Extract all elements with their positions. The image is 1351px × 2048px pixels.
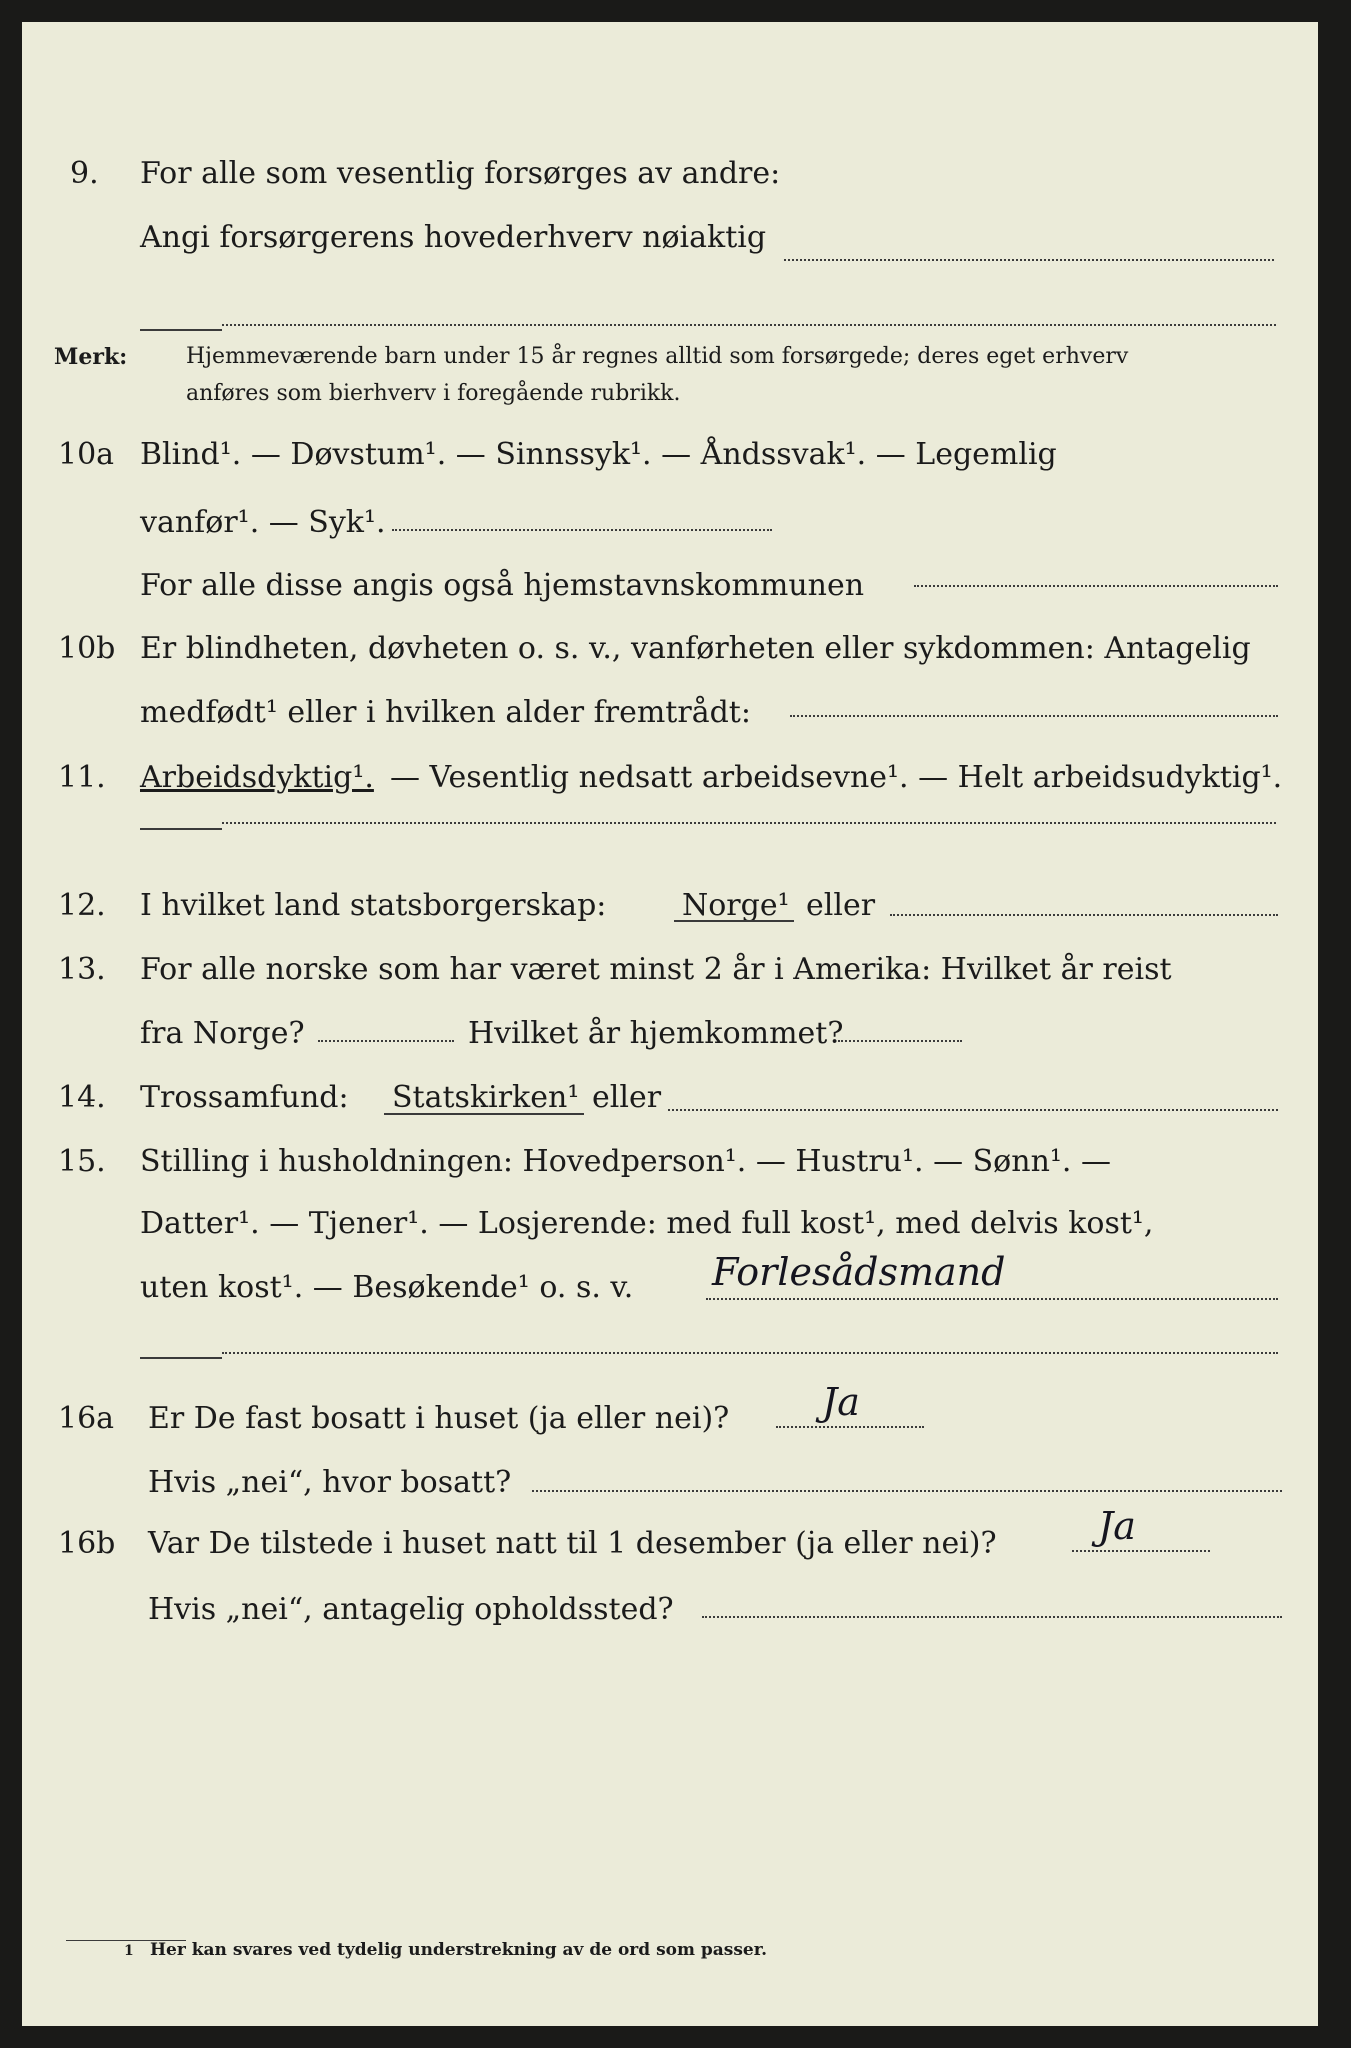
q16a-line1: Er De fast bosatt i huset (ja eller nei)? (148, 1401, 730, 1436)
q13-line2a: fra Norge? (140, 1016, 305, 1051)
q13-hjemkommet-line (838, 1040, 962, 1042)
q12-number: 12. (58, 888, 106, 923)
q16a-handwritten-answer: Ja (822, 1380, 860, 1424)
q14-after: eller (592, 1080, 662, 1115)
q10a-line2: vanfør¹. — Syk¹. (140, 505, 386, 540)
q15-line3: uten kost¹. — Besøkende¹ o. s. v. (140, 1270, 634, 1305)
q15-answer-line (706, 1298, 1278, 1300)
footnote-mark: 1 (124, 1943, 134, 1959)
q10a-line1: Blind¹. — Døvstum¹. — Sinnssyk¹. — Åndssvak¹. — Legemlig (140, 437, 1057, 472)
q16a-line2: Hvis „nei“, hvor bosatt? (148, 1465, 512, 1500)
q16b-number: 16b (58, 1526, 116, 1561)
q11-option-arbeidsdyktig: Arbeidsdyktig¹. (140, 760, 374, 795)
q16b-line2: Hvis „nei“, antagelig opholdssted? (148, 1592, 674, 1627)
footnote-text: Her kan svares ved tydelig understrekning av de ord som passer. (150, 1940, 768, 1960)
note-label: Merk: (54, 344, 128, 370)
q13-line2b: Hvilket år hjemkommet? (468, 1016, 844, 1051)
q11-blank-line-b (222, 822, 1276, 824)
q16b-handwritten-answer: Ja (1098, 1504, 1136, 1548)
q12-norge-underline (674, 920, 794, 922)
q10a-line3: For alle disse angis også hjemstavnskommunen (140, 568, 865, 603)
q16a-bosatt-line (532, 1490, 1282, 1492)
q9-answer-line (784, 259, 1274, 261)
q15-line1: Stilling i husholdningen: Hovedperson¹. — Hustru¹. — Sønn¹. — (140, 1144, 1111, 1179)
q14-option-statskirken: Statskirken¹ (392, 1080, 580, 1115)
q9-line1: For alle som vesentlig forsørges av andre: (140, 156, 781, 191)
q14-text: Trossamfund: (140, 1080, 349, 1115)
q10a-kommune-line (914, 585, 1278, 587)
q16a-number: 16a (58, 1401, 115, 1436)
q15-handwritten-answer: Forlesådsmand (712, 1250, 1006, 1294)
q11-rest: — Vesentlig nedsatt arbeidsevne¹. — Helt arbeidsudyktig¹. (390, 760, 1283, 795)
q12-text: I hvilket land statsborgerskap: (140, 888, 607, 923)
q10b-line1: Er blindheten, døvheten o. s. v., vanførheten eller sykdommen: Antagelig (140, 631, 1251, 666)
q16b-answer-line (1072, 1550, 1210, 1552)
q10b-answer-line (790, 715, 1278, 717)
q11-number: 11. (58, 760, 106, 795)
q14-answer-line (668, 1109, 1278, 1111)
q15-blank-line-b (222, 1352, 1278, 1354)
q12-option-norge: Norge¹ (682, 888, 790, 923)
q15-line2: Datter¹. — Tjener¹. — Losjerende: med full kost¹, med delvis kost¹, (140, 1206, 1154, 1241)
q10b-number: 10b (58, 631, 116, 666)
note-line2: anføres som bierhverv i foregående rubrikk. (186, 381, 681, 406)
q16b-line1: Var De tilstede i huset natt til 1 desember (ja eller nei)? (148, 1526, 997, 1561)
q13-reist-line (318, 1040, 454, 1042)
q10a-sick-line (392, 529, 772, 531)
q15-blank-line-a (140, 1357, 222, 1359)
q12-answer-line (890, 914, 1278, 916)
q9-line2: Angi forsørgerens hovederhverv nøiaktig (140, 220, 767, 255)
q9-blank-line-b (222, 324, 1276, 326)
q12-after: eller (806, 888, 876, 923)
q10a-number: 10a (58, 437, 115, 472)
q13-line1: For alle norske som har været minst 2 år i Amerika: Hvilket år reist (140, 952, 1172, 987)
q11-blank-line-a (140, 828, 222, 830)
q13-number: 13. (58, 952, 106, 987)
q16b-opholdssted-line (702, 1616, 1282, 1618)
note-line1: Hjemmeværende barn under 15 år regnes alltid som forsørgede; deres eget erhverv (186, 344, 1129, 369)
q14-number: 14. (58, 1080, 106, 1115)
q9-number: 9. (70, 156, 99, 191)
q14-statskirken-underline (384, 1113, 584, 1115)
q10b-line2: medfødt¹ eller i hvilken alder fremtrådt: (140, 695, 751, 730)
q9-blank-line-a (140, 329, 222, 331)
q16a-answer-line (776, 1426, 924, 1428)
census-form-page (22, 22, 1318, 2026)
q15-number: 15. (58, 1144, 106, 1179)
